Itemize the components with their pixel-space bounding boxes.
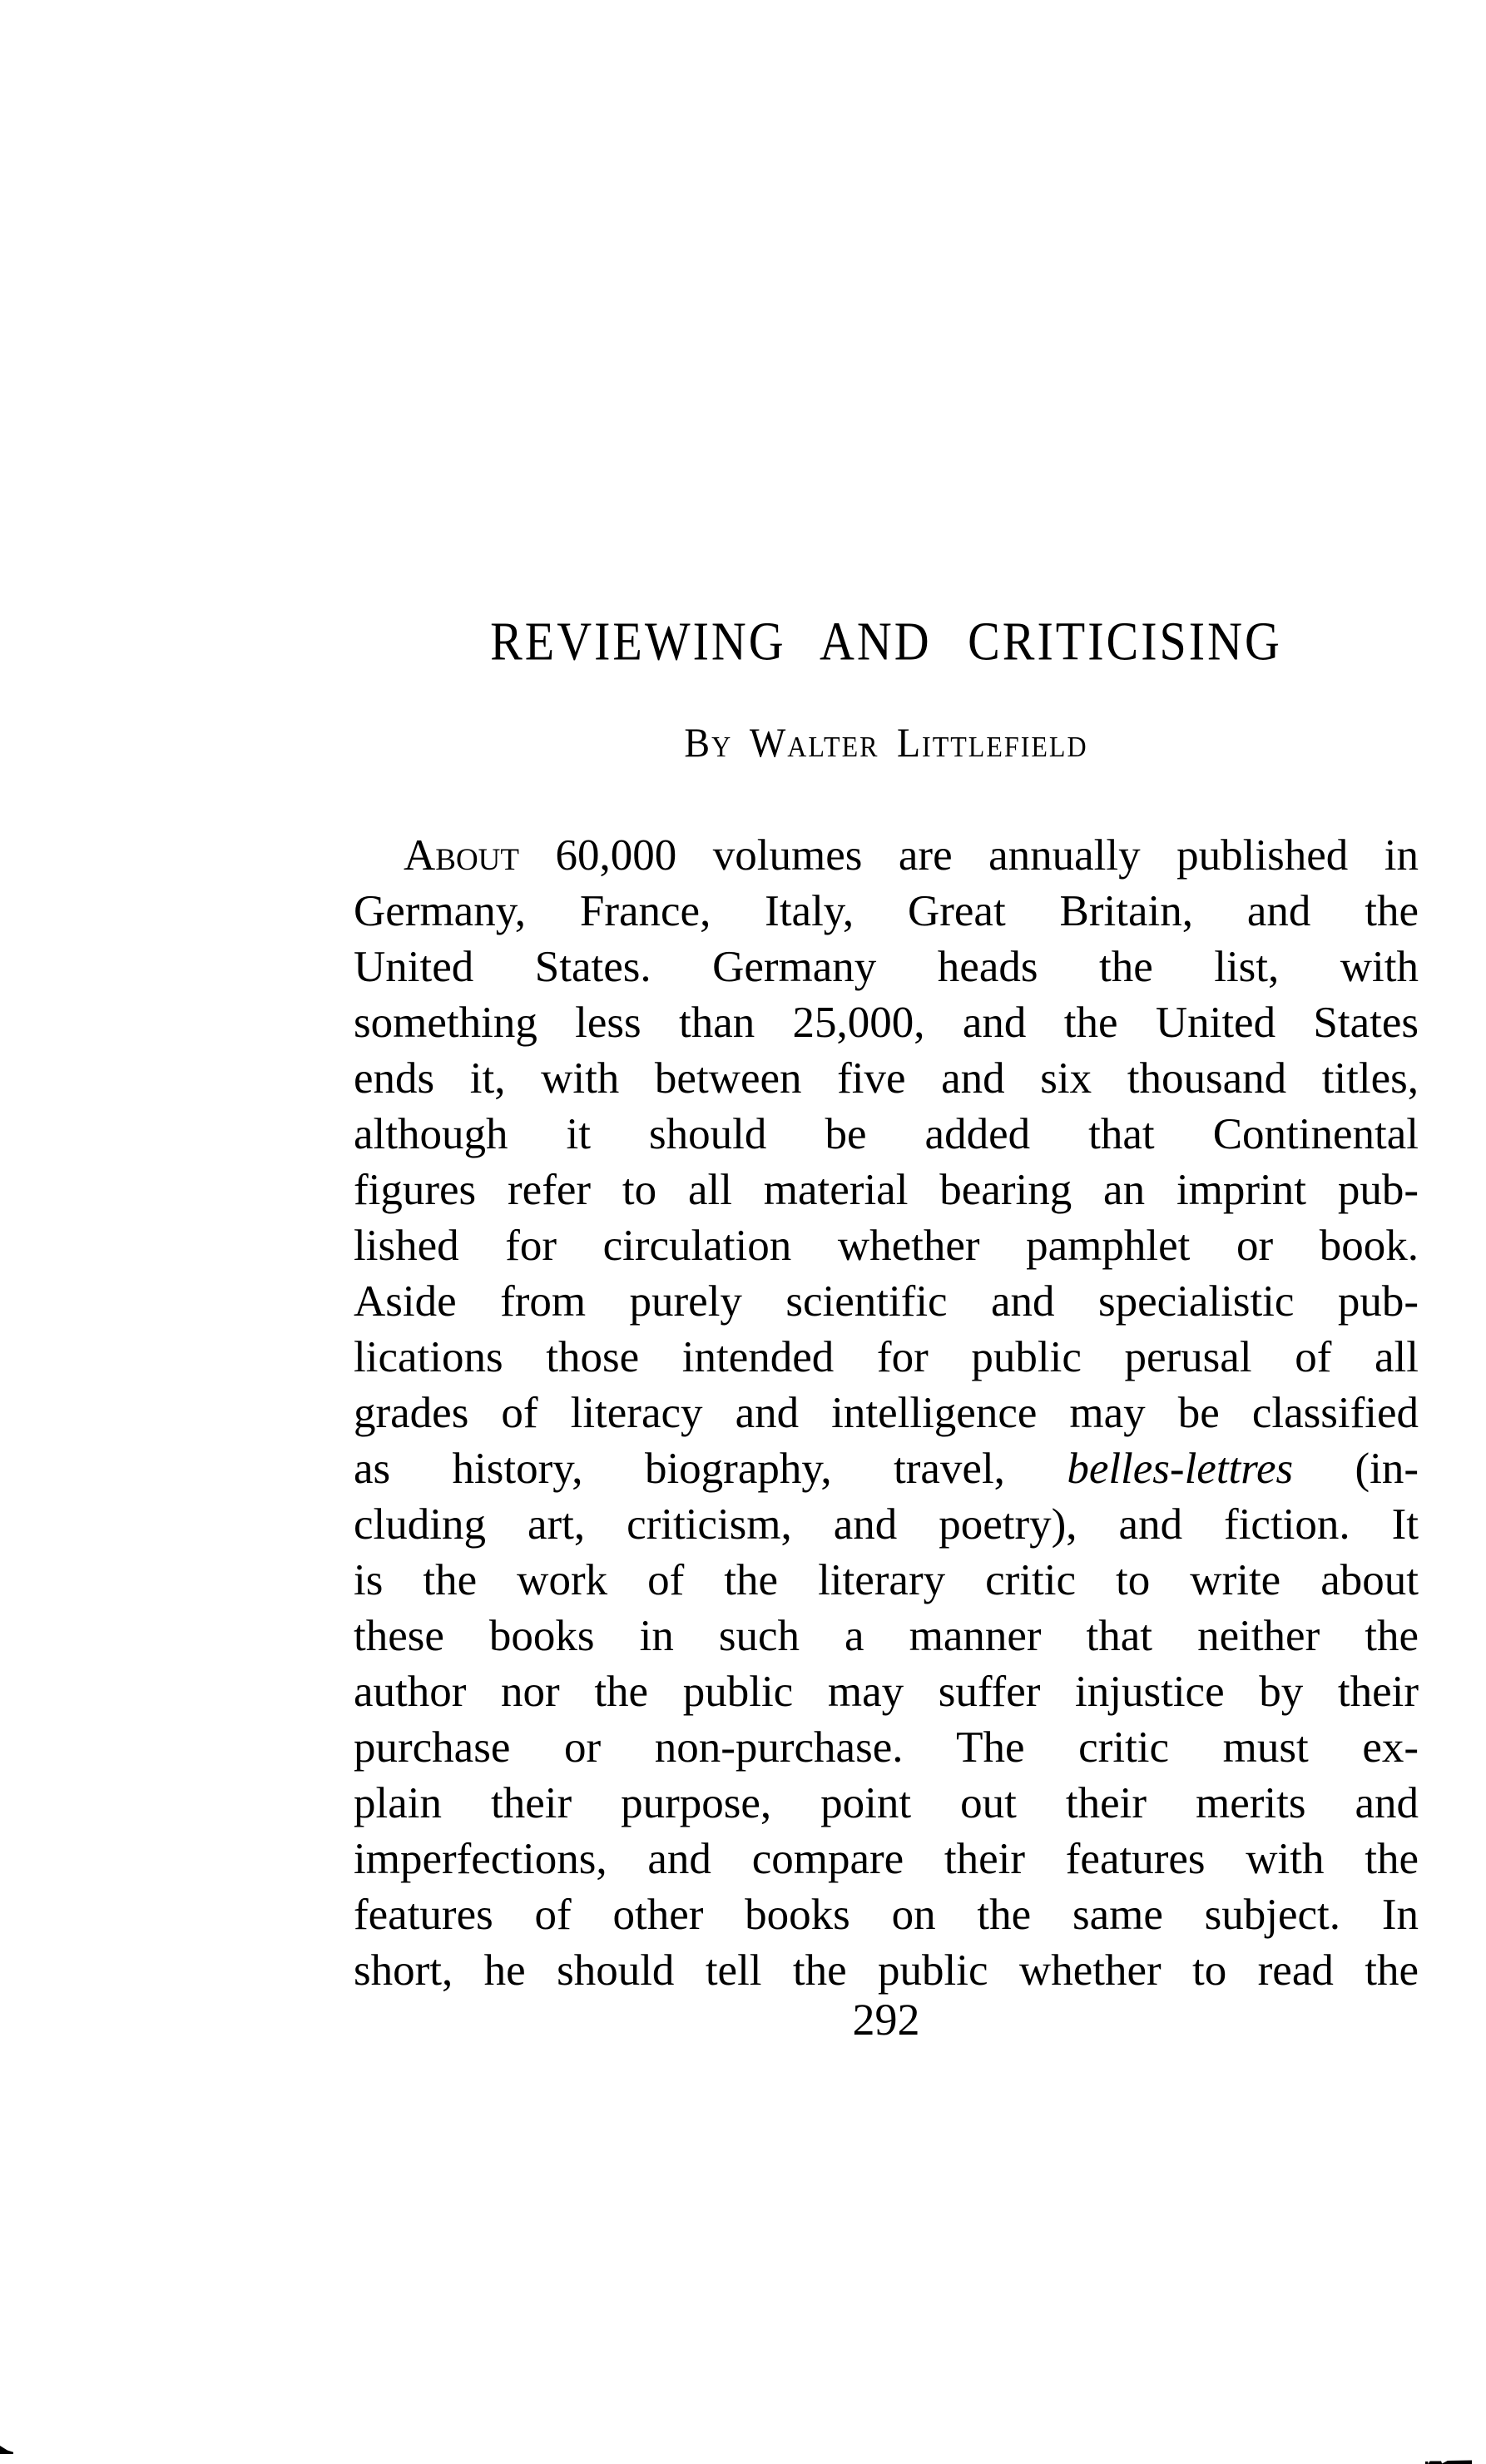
text-segment: is the work of the literary critic to write about	[354, 1556, 1419, 1604]
text-segment: About	[404, 831, 519, 880]
text-segment: (in-	[1293, 1445, 1419, 1493]
text-segment: ends it, with between five and six thousand titles,	[354, 1054, 1419, 1103]
body-line	[354, 1664, 1419, 1720]
body-line	[354, 1163, 1419, 1218]
body-line	[354, 1943, 1419, 1999]
text-segment: cluding art, criticism, and poetry), and fiction. It	[354, 1500, 1419, 1549]
page-title: REVIEWING AND CRITICISING	[490, 610, 1282, 672]
text-segment: Germany, France, Italy, Great Britain, and the	[354, 887, 1419, 935]
body-line	[354, 1107, 1419, 1163]
body-line	[354, 1553, 1419, 1609]
text-segment: plain their purpose, point out their merits and	[354, 1779, 1419, 1827]
scan-artifact-bottom-left	[0, 2446, 13, 2454]
page-number: 292	[852, 1995, 920, 2045]
text-segment: lished for circulation whether pamphlet or book.	[354, 1222, 1419, 1270]
text-segment: United States. Germany heads the list, with	[354, 943, 1419, 991]
text-segment: figures refer to all material bearing an imprint pub-	[354, 1166, 1419, 1214]
text-segment: author nor the public may suffer injustice by their	[354, 1668, 1419, 1716]
body-line	[354, 828, 1419, 884]
body-text	[354, 828, 1419, 1999]
body-line	[354, 1887, 1419, 1943]
body-line	[354, 1441, 1419, 1497]
text-segment: features of other books on the same subject. In	[354, 1891, 1419, 1939]
body-line	[354, 939, 1419, 995]
body-line	[354, 995, 1419, 1051]
body-line	[354, 1330, 1419, 1386]
byline: By Walter Littlefield	[684, 719, 1088, 766]
text-segment: as history, biography, travel,	[354, 1445, 1067, 1493]
body-line	[354, 1720, 1419, 1776]
body-line	[354, 1497, 1419, 1553]
text-segment: something less than 25,000, and the United States	[354, 999, 1419, 1047]
text-segment: imperfections, and compare their features with the	[354, 1835, 1419, 1883]
scan-artifact-bottom-right	[1425, 2460, 1472, 2464]
body-line	[354, 1051, 1419, 1107]
body-line	[354, 1609, 1419, 1664]
body-line	[354, 1386, 1419, 1441]
body-line	[354, 1218, 1419, 1274]
text-segment: belles-lettres	[1067, 1445, 1294, 1493]
body-line	[354, 1832, 1419, 1887]
body-line	[354, 1776, 1419, 1832]
text-segment: short, he should tell the public whether to read the	[354, 1946, 1419, 1995]
text-segment: purchase or non-purchase. The critic must ex-	[354, 1723, 1419, 1772]
body-line	[354, 1274, 1419, 1330]
text-segment: 60,000 volumes are annually published in	[519, 831, 1419, 880]
text-segment: Aside from purely scientific and specialistic pub-	[354, 1277, 1419, 1326]
text-segment: these books in such a manner that neither the	[354, 1612, 1419, 1660]
body-line	[354, 884, 1419, 939]
text-segment: although it should be added that Continental	[354, 1110, 1419, 1158]
text-segment: grades of literacy and intelligence may be classified	[354, 1389, 1419, 1437]
text-segment: lications those intended for public perusal of all	[354, 1333, 1419, 1381]
